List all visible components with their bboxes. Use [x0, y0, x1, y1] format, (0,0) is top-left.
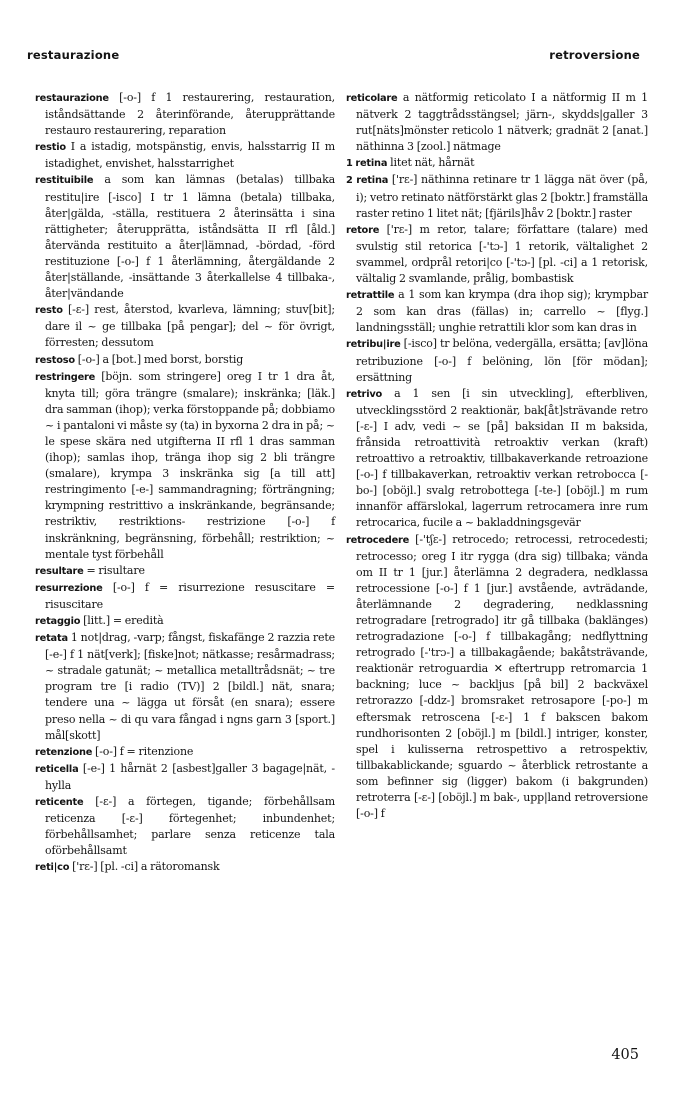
dictionary-entry: [346, 532, 648, 823]
headword: resultare: [35, 565, 84, 577]
dictionary-entry: [35, 302, 335, 351]
entry-text: a nätformig reticolato I a nätformig II m 1 nätverk 2 taggtrådsstängsel; järn-, skydds|galler 3 rut[näts]mönster reticolo 1 nätverk; gradnät 2 [anat.] näthinna 3 [zool.] nätmage: [356, 91, 648, 154]
dictionary-entry: [346, 155, 648, 172]
entry-text: [-o-] a [bot.] med borst, borstig: [74, 352, 244, 366]
dictionary-entry: [35, 172, 335, 302]
dictionary-entry: [35, 352, 335, 369]
entry-text: ['rɛ-] [pl. -ci] a rätoromansk: [69, 860, 220, 874]
headword: retrivo: [346, 388, 383, 400]
headword: resurrezione: [35, 582, 103, 594]
entry-text: a 1 som kan krympa (dra ihop sig); krympbar 2 som kan dras (fällas) in; carrello ~ [flyg.] landningsställ; unghie retrattili klor som kan dras in: [356, 288, 648, 335]
dictionary-entry: [346, 222, 648, 287]
headword: reticolare: [346, 93, 398, 104]
entry-text: [-o-] f 1 restaurering, restauration, iståndsättande 2 återinförande, återupprättande restauro restaurering, reparation: [45, 91, 335, 138]
entry-text: = risultare: [83, 563, 145, 577]
dictionary-entry: [35, 630, 335, 744]
dictionary-entry: [35, 859, 335, 876]
entry-text: [-o-] f = risurrezione resuscitare = risuscitare: [45, 580, 335, 611]
headword: reticella: [35, 763, 79, 775]
running-head-left: restaurazione: [27, 48, 120, 62]
headword: resto: [35, 305, 63, 317]
entry-text: [-e-] 1 hårnät 2 [asbest]galler 3 bagage|nät, -hylla: [45, 761, 335, 792]
entry-text: [-'tʃɛ-] retrocedo; retrocessi, retrocedesti; retrocesso; oreg I itr rygga (dra sig) tillbaka; vända om II tr 1 [jur.] återlämna 2 degradera, nedklassa retrocessione [-o-] f 1 [jur.] avstående, avträdande, återlämnande 2 degradering, nedklassning retrogradare [retrogrado] itr gå tillbaka (baklänges) retrogradazione [-o-] f tillbakagång; nedflyttning retrogrado [-'trɔ-] a tillbakagående; bakåtsträvande, reaktionär retroguardia ✕ eftertrupp retromarcia 1 backning; luce ~ backljus [på bil] 2 backväxel retrorazzo [-ddz-] bromsraket retrosapore [-po-] m eftersmak retroscena [-ɛ-] 1 f bakscen bakom rundhorisonten 2 [oböjl.] m [bildl.] intriger, konster, spel i kulisserna retrospettivo a retrospektiv, tillbakablickande; sguardo ~ återblick retrostante a som befinner sig (ligger) bakom (i bakgrunden) retroterra [-ɛ-] [oböjl.] m bak-, upp|land retroversione [-o-] f: [356, 532, 648, 821]
dictionary-entry: [35, 613, 335, 630]
headword: retaggio: [35, 616, 81, 627]
headword: restringere: [35, 371, 96, 383]
headword: restio: [35, 142, 66, 154]
running-head-right: retroversione: [549, 48, 640, 62]
entry-text: a 1 sen [i sin utveckling], efterbliven, utvecklingsstörd 2 reaktionär, bak[åt]strävande retro [-ɛ-] I adv, vedi ~ se [på] baksidan II m baksida, frånsida retroattività retroaktiv verkan (kraft) retroattivo a retroaktiv, tillbakaverkande retroazione [-o-] f tillbakaverkan, retroaktiv verkan retrobocca [-bo-] [oböjl.] svalg retrobottega [-te-] [oböjl.] m rum innanför affärslokal, lagerrum retrocamera inre rum retrocarica, fucile a ~ bakladdningsgevär: [356, 386, 648, 530]
headword: reti|co: [35, 862, 70, 874]
entry-text: litet nät, hårnät: [387, 156, 475, 170]
headword: 2 retina: [346, 175, 389, 187]
dictionary-entry: [35, 744, 335, 761]
dictionary-entry: [35, 563, 335, 580]
dictionary-entry: [35, 761, 335, 794]
headword: retenzione: [35, 746, 93, 758]
entry-text: [-o-] f = ritenzione: [92, 744, 194, 758]
entry-text: ['rɛ-] näthinna retinare tr 1 lägga nät över (på, i); vetro retinato nätförstärkt glas 2 [boktr.] framställa raster retino 1 litet nät; [fjärils]håv 2 [boktr.] raster: [356, 173, 648, 220]
dictionary-entry: [346, 90, 648, 155]
entry-text: [böjn. som stringere] oreg I tr 1 dra åt, knyta till; göra trängre (smalare); inskränka; [läk.] dra samman (ihop); verka förstoppande på; dobbiamo ~ i pantaloni vi måste sy (ta) in byxorna 2 dra in på; ~ le spese skära ned utgifterna II rfl 1 dras samman (ihop); samlas ihop, tränga ihop sig 2 bli trängre (smalare), krympa 3 inskränka sig [a till att] restringimento [-e-] sammandragning; förträngning; krympning restrittivo a inskränkande, begränsande; restriktiv, restriktions- restrizione [-o-] f inskränkning, begränsning, förbehåll; restriktion; ~ mentale tyst förbehåll: [45, 369, 335, 561]
dictionary-entry: [35, 794, 335, 859]
dictionary-entry: [35, 139, 335, 172]
headword: restoso: [35, 354, 75, 366]
headword: retore: [346, 224, 380, 236]
entry-text: 1 not|drag, -varp; fångst, fiskafänge 2 razzia rete [-e-] f 1 nät[verk]; [fiske]not; nätkasse; resårmadrass; ~ stradale gatunät; ~ metallica metalltrådsnät; ~ tre program tre [i radio (TV)] 2 [bildl.] nät, snara; tendere una ~ lägga ut försåt (en snara); essere preso nella ~ di qu vara fångad i ngns garn 3 [sport.] mål[skott]: [45, 631, 335, 742]
entry-text: I a istadig, motspänstig, envis, halsstarrig II m istadighet, envishet, halsstarrighet: [45, 140, 335, 171]
entry-text: [-isco] tr belöna, vedergälla, ersätta; [av]löna retribuzione [-o-] f belöning, lön [för mödan]; ersättning: [356, 337, 648, 384]
headword: reticente: [35, 797, 84, 809]
headword: retata: [35, 633, 68, 645]
left-column: [35, 90, 335, 877]
headword: 1 retina: [346, 158, 388, 170]
dictionary-entry: [346, 386, 648, 532]
headword: restaurazione: [35, 93, 109, 104]
entry-text: [litt.] = eredità: [80, 614, 164, 627]
headword: restituibile: [35, 175, 94, 187]
dictionary-entry: [346, 336, 648, 385]
dictionary-entry: [346, 287, 648, 336]
headword: retribu|ire: [346, 339, 401, 351]
headword: retrattile: [346, 290, 395, 302]
dictionary-entry: [35, 90, 335, 139]
page-number: 405: [611, 1047, 639, 1063]
entry-text: a som kan lämnas (betalas) tillbaka restitu|ire [-isco] I tr 1 lämna (betala) tillbaka, åter|gälda, -ställa, restituera 2 återinsätta i sina rättigheter; återupprätta, iståndsätta II rfl [åld.] återvända restituito a åter|lämnad, -bördad, -förd restituzione [-o-] f 1 återlämning, återgäldande 2 åter|ställande, -insättande 3 återkallelse 4 tillbaka-, åter|vändande: [45, 173, 335, 301]
entry-text: ['rɛ-] m retor, talare; författare (talare) med svulstig stil retorica [-'tɔ-] 1 retorik, vältalighet 2 svammel, ordprål retori|co [-'tɔ-] [pl. -ci] a 1 retorisk, vältalig 2 svamlande, prålig, bombastisk: [356, 222, 648, 286]
headword: retrocedere: [346, 534, 410, 546]
entry-text: [-ɛ-] a förtegen, tigande; förbehållsam reticenza [-ɛ-] förtegenhet; inbundenhet; förbehållsamhet; parlare senza reticenze tala oförbehållsamt: [45, 795, 335, 858]
entry-text: [-ɛ-] rest, återstod, kvarleva, lämning; stuv[bit]; dare il ~ ge tillbaka [på pengar]; del ~ för övrigt, förresten; dessutom: [45, 303, 335, 350]
dictionary-entry: [35, 580, 335, 613]
dictionary-entry: [346, 172, 648, 221]
right-column: [346, 90, 648, 822]
dictionary-entry: [35, 369, 335, 563]
running-head: [27, 48, 640, 64]
